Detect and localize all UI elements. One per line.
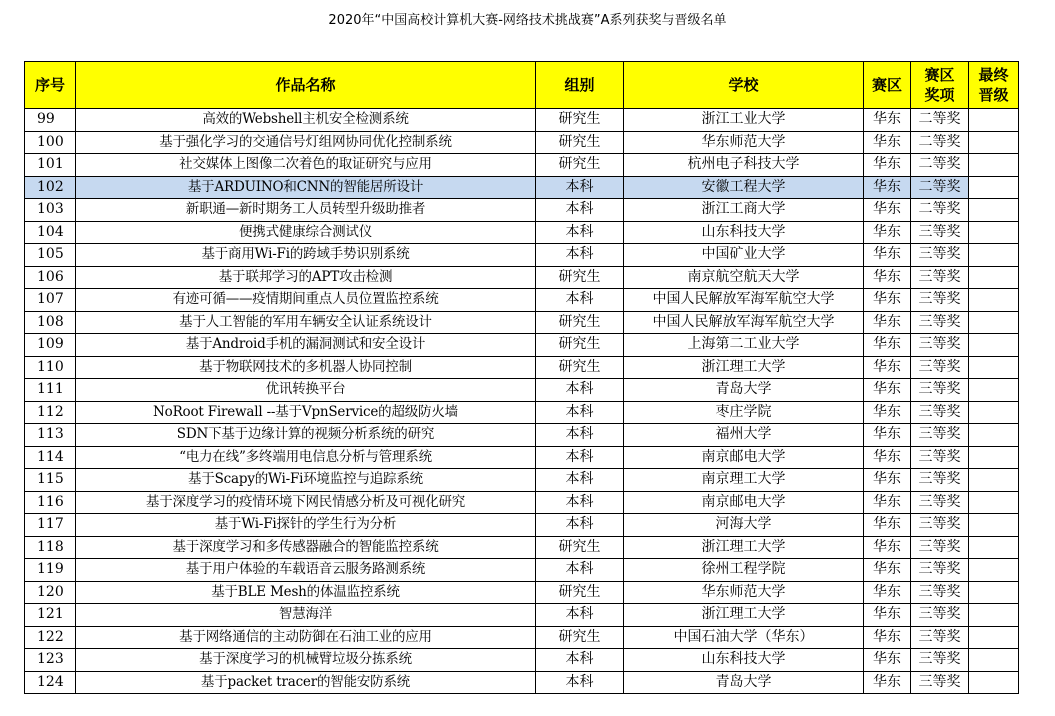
cell-id[interactable]: 99: [25, 109, 76, 132]
table-row[interactable]: [25, 131, 1019, 154]
cell-school[interactable]: 中国人民解放军海军航空大学: [624, 289, 864, 312]
cell-award[interactable]: 三等奖: [911, 559, 969, 582]
cell-school[interactable]: 安徽工程大学: [624, 176, 864, 199]
cell-id[interactable]: 101: [25, 154, 76, 177]
table-row[interactable]: [25, 514, 1019, 537]
cell-group[interactable]: 研究生: [536, 356, 624, 379]
cell-school[interactable]: 上海第二工业大学: [624, 334, 864, 357]
table-row[interactable]: [25, 221, 1019, 244]
cell-title[interactable]: 基于物联网技术的多机器人协同控制: [76, 356, 536, 379]
cell-group[interactable]: 本科: [536, 401, 624, 424]
cell-group[interactable]: 本科: [536, 176, 624, 199]
table-row[interactable]: [25, 356, 1019, 379]
cell-region[interactable]: 华东: [864, 626, 911, 649]
cell-final[interactable]: [969, 401, 1019, 424]
cell-final[interactable]: [969, 244, 1019, 267]
cell-title[interactable]: 基于Wi-Fi探针的学生行为分析: [76, 514, 536, 537]
cell-final[interactable]: [969, 131, 1019, 154]
cell-final[interactable]: [969, 199, 1019, 222]
cell-title[interactable]: NoRoot Firewall --基于VpnService的超级防火墙: [76, 401, 536, 424]
cell-award[interactable]: 三等奖: [911, 311, 969, 334]
table-row[interactable]: [25, 559, 1019, 582]
cell-school[interactable]: 华东师范大学: [624, 131, 864, 154]
table-row[interactable]: [25, 244, 1019, 267]
cell-award[interactable]: 三等奖: [911, 514, 969, 537]
column-header-final-label: 最终 晋级: [978, 66, 1009, 104]
cell-final[interactable]: [969, 154, 1019, 177]
cell-award[interactable]: 二等奖: [911, 199, 969, 222]
cell-id[interactable]: 111: [25, 379, 76, 402]
cell-award[interactable]: 三等奖: [911, 604, 969, 627]
cell-group[interactable]: 研究生: [536, 334, 624, 357]
cell-group[interactable]: 研究生: [536, 626, 624, 649]
table-row[interactable]: [25, 581, 1019, 604]
cell-final[interactable]: [969, 334, 1019, 357]
cell-group[interactable]: 研究生: [536, 131, 624, 154]
cell-school[interactable]: 浙江理工大学: [624, 604, 864, 627]
cell-region[interactable]: 华东: [864, 221, 911, 244]
cell-group[interactable]: 本科: [536, 446, 624, 469]
cell-award[interactable]: 三等奖: [911, 581, 969, 604]
cell-final[interactable]: [969, 581, 1019, 604]
cell-group[interactable]: 本科: [536, 514, 624, 537]
cell-school[interactable]: 山东科技大学: [624, 221, 864, 244]
cell-award[interactable]: 三等奖: [911, 649, 969, 672]
cell-title[interactable]: “电力在线”多终端用电信息分析与管理系统: [76, 446, 536, 469]
cell-id[interactable]: 116: [25, 491, 76, 514]
cell-group[interactable]: 本科: [536, 379, 624, 402]
cell-school[interactable]: 浙江理工大学: [624, 356, 864, 379]
cell-award[interactable]: 二等奖: [911, 131, 969, 154]
cell-region[interactable]: 华东: [864, 199, 911, 222]
cell-region[interactable]: 华东: [864, 446, 911, 469]
cell-title[interactable]: 基于Scapy的Wi-Fi环境监控与追踪系统: [76, 469, 536, 492]
table-row[interactable]: [25, 334, 1019, 357]
cell-final[interactable]: [969, 109, 1019, 132]
cell-award[interactable]: 二等奖: [911, 176, 969, 199]
cell-award[interactable]: 三等奖: [911, 289, 969, 312]
cell-final[interactable]: [969, 379, 1019, 402]
table-row[interactable]: [25, 154, 1019, 177]
cell-final[interactable]: [969, 221, 1019, 244]
cell-award[interactable]: 三等奖: [911, 244, 969, 267]
cell-id[interactable]: 117: [25, 514, 76, 537]
cell-id[interactable]: 118: [25, 536, 76, 559]
cell-award[interactable]: 三等奖: [911, 491, 969, 514]
header-row: [25, 62, 1019, 109]
cell-group[interactable]: 本科: [536, 649, 624, 672]
cell-award[interactable]: 三等奖: [911, 401, 969, 424]
column-header-award[interactable]: [911, 62, 969, 109]
cell-group[interactable]: 研究生: [536, 536, 624, 559]
cell-school[interactable]: 浙江工商大学: [624, 199, 864, 222]
cell-id[interactable]: 106: [25, 266, 76, 289]
cell-id[interactable]: 120: [25, 581, 76, 604]
cell-title[interactable]: 基于人工智能的军用车辆安全认证系统设计: [76, 311, 536, 334]
cell-title[interactable]: 基于用户体验的车载语音云服务路测系统: [76, 559, 536, 582]
cell-id[interactable]: 108: [25, 311, 76, 334]
cell-title[interactable]: 新职通—新时期务工人员转型升级助推者: [76, 199, 536, 222]
cell-title[interactable]: 基于ARDUINO和CNN的智能居所设计: [76, 176, 536, 199]
table-body: [25, 109, 1019, 694]
cell-group[interactable]: 本科: [536, 289, 624, 312]
cell-title[interactable]: 基于深度学习的疫情环境下网民情感分析及可视化研究: [76, 491, 536, 514]
cell-id[interactable]: 110: [25, 356, 76, 379]
cell-title[interactable]: SDN下基于边缘计算的视频分析系统的研究: [76, 424, 536, 447]
table-row[interactable]: [25, 469, 1019, 492]
cell-region[interactable]: 华东: [864, 424, 911, 447]
cell-id[interactable]: 114: [25, 446, 76, 469]
cell-title[interactable]: 基于Android手机的漏洞测试和安全设计: [76, 334, 536, 357]
cell-title[interactable]: 有迹可循——疫情期间重点人员位置监控系统: [76, 289, 536, 312]
cell-award[interactable]: 三等奖: [911, 424, 969, 447]
table-row[interactable]: [25, 446, 1019, 469]
cell-id[interactable]: 107: [25, 289, 76, 312]
table-row[interactable]: [25, 199, 1019, 222]
cell-school[interactable]: 杭州电子科技大学: [624, 154, 864, 177]
cell-title[interactable]: 基于BLE Mesh的体温监控系统: [76, 581, 536, 604]
cell-region[interactable]: 华东: [864, 131, 911, 154]
cell-region[interactable]: 华东: [864, 514, 911, 537]
cell-final[interactable]: [969, 356, 1019, 379]
cell-school[interactable]: 枣庄学院: [624, 401, 864, 424]
column-header-region[interactable]: 赛区: [864, 62, 911, 109]
cell-final[interactable]: [969, 311, 1019, 334]
cell-id[interactable]: 123: [25, 649, 76, 672]
cell-region[interactable]: 华东: [864, 244, 911, 267]
cell-title[interactable]: 优讯转换平台: [76, 379, 536, 402]
cell-school[interactable]: 南京邮电大学: [624, 491, 864, 514]
cell-region[interactable]: 华东: [864, 266, 911, 289]
cell-award[interactable]: 三等奖: [911, 446, 969, 469]
table-row[interactable]: [25, 536, 1019, 559]
cell-final[interactable]: [969, 649, 1019, 672]
table-row[interactable]: [25, 671, 1019, 694]
cell-school[interactable]: 南京航空航天大学: [624, 266, 864, 289]
cell-school[interactable]: 徐州工程学院: [624, 559, 864, 582]
cell-group[interactable]: 研究生: [536, 154, 624, 177]
column-header-award-label: 赛区 奖项: [924, 66, 955, 104]
cell-final[interactable]: [969, 559, 1019, 582]
cell-id[interactable]: 102: [25, 176, 76, 199]
cell-school[interactable]: 山东科技大学: [624, 649, 864, 672]
cell-title[interactable]: 基于商用Wi-Fi的跨域手势识别系统: [76, 244, 536, 267]
table-row[interactable]: [25, 176, 1019, 199]
cell-school[interactable]: 南京理工大学: [624, 469, 864, 492]
cell-school[interactable]: 青岛大学: [624, 671, 864, 694]
cell-title[interactable]: 基于强化学习的交通信号灯组网协同优化控制系统: [76, 131, 536, 154]
cell-region[interactable]: 华东: [864, 379, 911, 402]
cell-id[interactable]: 105: [25, 244, 76, 267]
cell-id[interactable]: 100: [25, 131, 76, 154]
cell-award[interactable]: 三等奖: [911, 536, 969, 559]
cell-region[interactable]: 华东: [864, 604, 911, 627]
cell-final[interactable]: [969, 514, 1019, 537]
cell-school[interactable]: 中国人民解放军海军航空大学: [624, 311, 864, 334]
table-row[interactable]: [25, 266, 1019, 289]
column-header-group[interactable]: 组别: [536, 62, 624, 109]
cell-region[interactable]: 华东: [864, 401, 911, 424]
cell-title[interactable]: 基于网络通信的主动防御在石油工业的应用: [76, 626, 536, 649]
cell-id[interactable]: 103: [25, 199, 76, 222]
cell-group[interactable]: 本科: [536, 199, 624, 222]
cell-group[interactable]: 本科: [536, 671, 624, 694]
cell-final[interactable]: [969, 176, 1019, 199]
cell-award[interactable]: 二等奖: [911, 109, 969, 132]
cell-award[interactable]: 三等奖: [911, 379, 969, 402]
cell-school[interactable]: 青岛大学: [624, 379, 864, 402]
cell-region[interactable]: 华东: [864, 649, 911, 672]
cell-final[interactable]: [969, 289, 1019, 312]
cell-title[interactable]: 基于packet tracer的智能安防系统: [76, 671, 536, 694]
cell-title[interactable]: 基于联邦学习的APT攻击检测: [76, 266, 536, 289]
cell-id[interactable]: 122: [25, 626, 76, 649]
table-row[interactable]: [25, 401, 1019, 424]
cell-group[interactable]: 本科: [536, 559, 624, 582]
cell-id[interactable]: 124: [25, 671, 76, 694]
table-row[interactable]: [25, 491, 1019, 514]
cell-group[interactable]: 本科: [536, 221, 624, 244]
cell-region[interactable]: 华东: [864, 289, 911, 312]
cell-region[interactable]: 华东: [864, 581, 911, 604]
cell-award[interactable]: 三等奖: [911, 469, 969, 492]
cell-final[interactable]: [969, 626, 1019, 649]
cell-group[interactable]: 本科: [536, 491, 624, 514]
cell-region[interactable]: 华东: [864, 469, 911, 492]
cell-region[interactable]: 华东: [864, 311, 911, 334]
cell-id[interactable]: 121: [25, 604, 76, 627]
cell-school[interactable]: 华东师范大学: [624, 581, 864, 604]
cell-title[interactable]: 智慧海洋: [76, 604, 536, 627]
cell-region[interactable]: 华东: [864, 536, 911, 559]
cell-award[interactable]: 二等奖: [911, 154, 969, 177]
cell-region[interactable]: 华东: [864, 109, 911, 132]
table-row[interactable]: [25, 109, 1019, 132]
cell-final[interactable]: [969, 491, 1019, 514]
cell-school[interactable]: 中国矿业大学: [624, 244, 864, 267]
cell-region[interactable]: 华东: [864, 559, 911, 582]
cell-title[interactable]: 便携式健康综合测试仪: [76, 221, 536, 244]
cell-award[interactable]: 三等奖: [911, 626, 969, 649]
cell-id[interactable]: 109: [25, 334, 76, 357]
table-row[interactable]: [25, 289, 1019, 312]
cell-school[interactable]: 浙江理工大学: [624, 536, 864, 559]
cell-final[interactable]: [969, 671, 1019, 694]
cell-final[interactable]: [969, 446, 1019, 469]
table-row[interactable]: [25, 604, 1019, 627]
cell-final[interactable]: [969, 469, 1019, 492]
cell-region[interactable]: 华东: [864, 491, 911, 514]
cell-id[interactable]: 104: [25, 221, 76, 244]
cell-group[interactable]: 本科: [536, 604, 624, 627]
cell-region[interactable]: 华东: [864, 154, 911, 177]
cell-title[interactable]: 基于深度学习的机械臂垃圾分拣系统: [76, 649, 536, 672]
cell-school[interactable]: 南京邮电大学: [624, 446, 864, 469]
cell-region[interactable]: 华东: [864, 356, 911, 379]
column-header-school[interactable]: 学校: [624, 62, 864, 109]
cell-group[interactable]: 本科: [536, 424, 624, 447]
column-header-title[interactable]: 作品名称: [76, 62, 536, 109]
cell-group[interactable]: 研究生: [536, 311, 624, 334]
cell-title[interactable]: 高效的Webshell主机安全检测系统: [76, 109, 536, 132]
table-row[interactable]: [25, 424, 1019, 447]
cell-final[interactable]: [969, 536, 1019, 559]
table-row[interactable]: [25, 311, 1019, 334]
cell-id[interactable]: 113: [25, 424, 76, 447]
cell-group[interactable]: 本科: [536, 244, 624, 267]
cell-school[interactable]: 福州大学: [624, 424, 864, 447]
cell-school[interactable]: 河海大学: [624, 514, 864, 537]
cell-award[interactable]: 三等奖: [911, 334, 969, 357]
table-row[interactable]: [25, 649, 1019, 672]
cell-group[interactable]: 本科: [536, 469, 624, 492]
column-header-id[interactable]: 序号: [25, 62, 76, 109]
results-table: [24, 61, 1019, 694]
cell-group[interactable]: 研究生: [536, 581, 624, 604]
cell-final[interactable]: [969, 604, 1019, 627]
cell-title[interactable]: 基于深度学习和多传感器融合的智能监控系统: [76, 536, 536, 559]
cell-id[interactable]: 115: [25, 469, 76, 492]
cell-id[interactable]: 112: [25, 401, 76, 424]
cell-region[interactable]: 华东: [864, 176, 911, 199]
cell-id[interactable]: 119: [25, 559, 76, 582]
cell-award[interactable]: 三等奖: [911, 356, 969, 379]
cell-school[interactable]: 中国石油大学（华东）: [624, 626, 864, 649]
cell-region[interactable]: 华东: [864, 334, 911, 357]
cell-award[interactable]: 三等奖: [911, 671, 969, 694]
column-header-final[interactable]: [969, 62, 1019, 109]
cell-title[interactable]: 社交媒体上图像二次着色的取证研究与应用: [76, 154, 536, 177]
cell-final[interactable]: [969, 266, 1019, 289]
table-row[interactable]: [25, 379, 1019, 402]
cell-award[interactable]: 三等奖: [911, 221, 969, 244]
cell-region[interactable]: 华东: [864, 671, 911, 694]
cell-group[interactable]: 研究生: [536, 266, 624, 289]
cell-award[interactable]: 三等奖: [911, 266, 969, 289]
cell-school[interactable]: 浙江工业大学: [624, 109, 864, 132]
cell-group[interactable]: 研究生: [536, 109, 624, 132]
page-title: 2020年“中国高校计算机大赛-网络技术挑战赛”A系列获奖与晋级名单: [328, 13, 727, 28]
cell-final[interactable]: [969, 424, 1019, 447]
table-row[interactable]: [25, 626, 1019, 649]
